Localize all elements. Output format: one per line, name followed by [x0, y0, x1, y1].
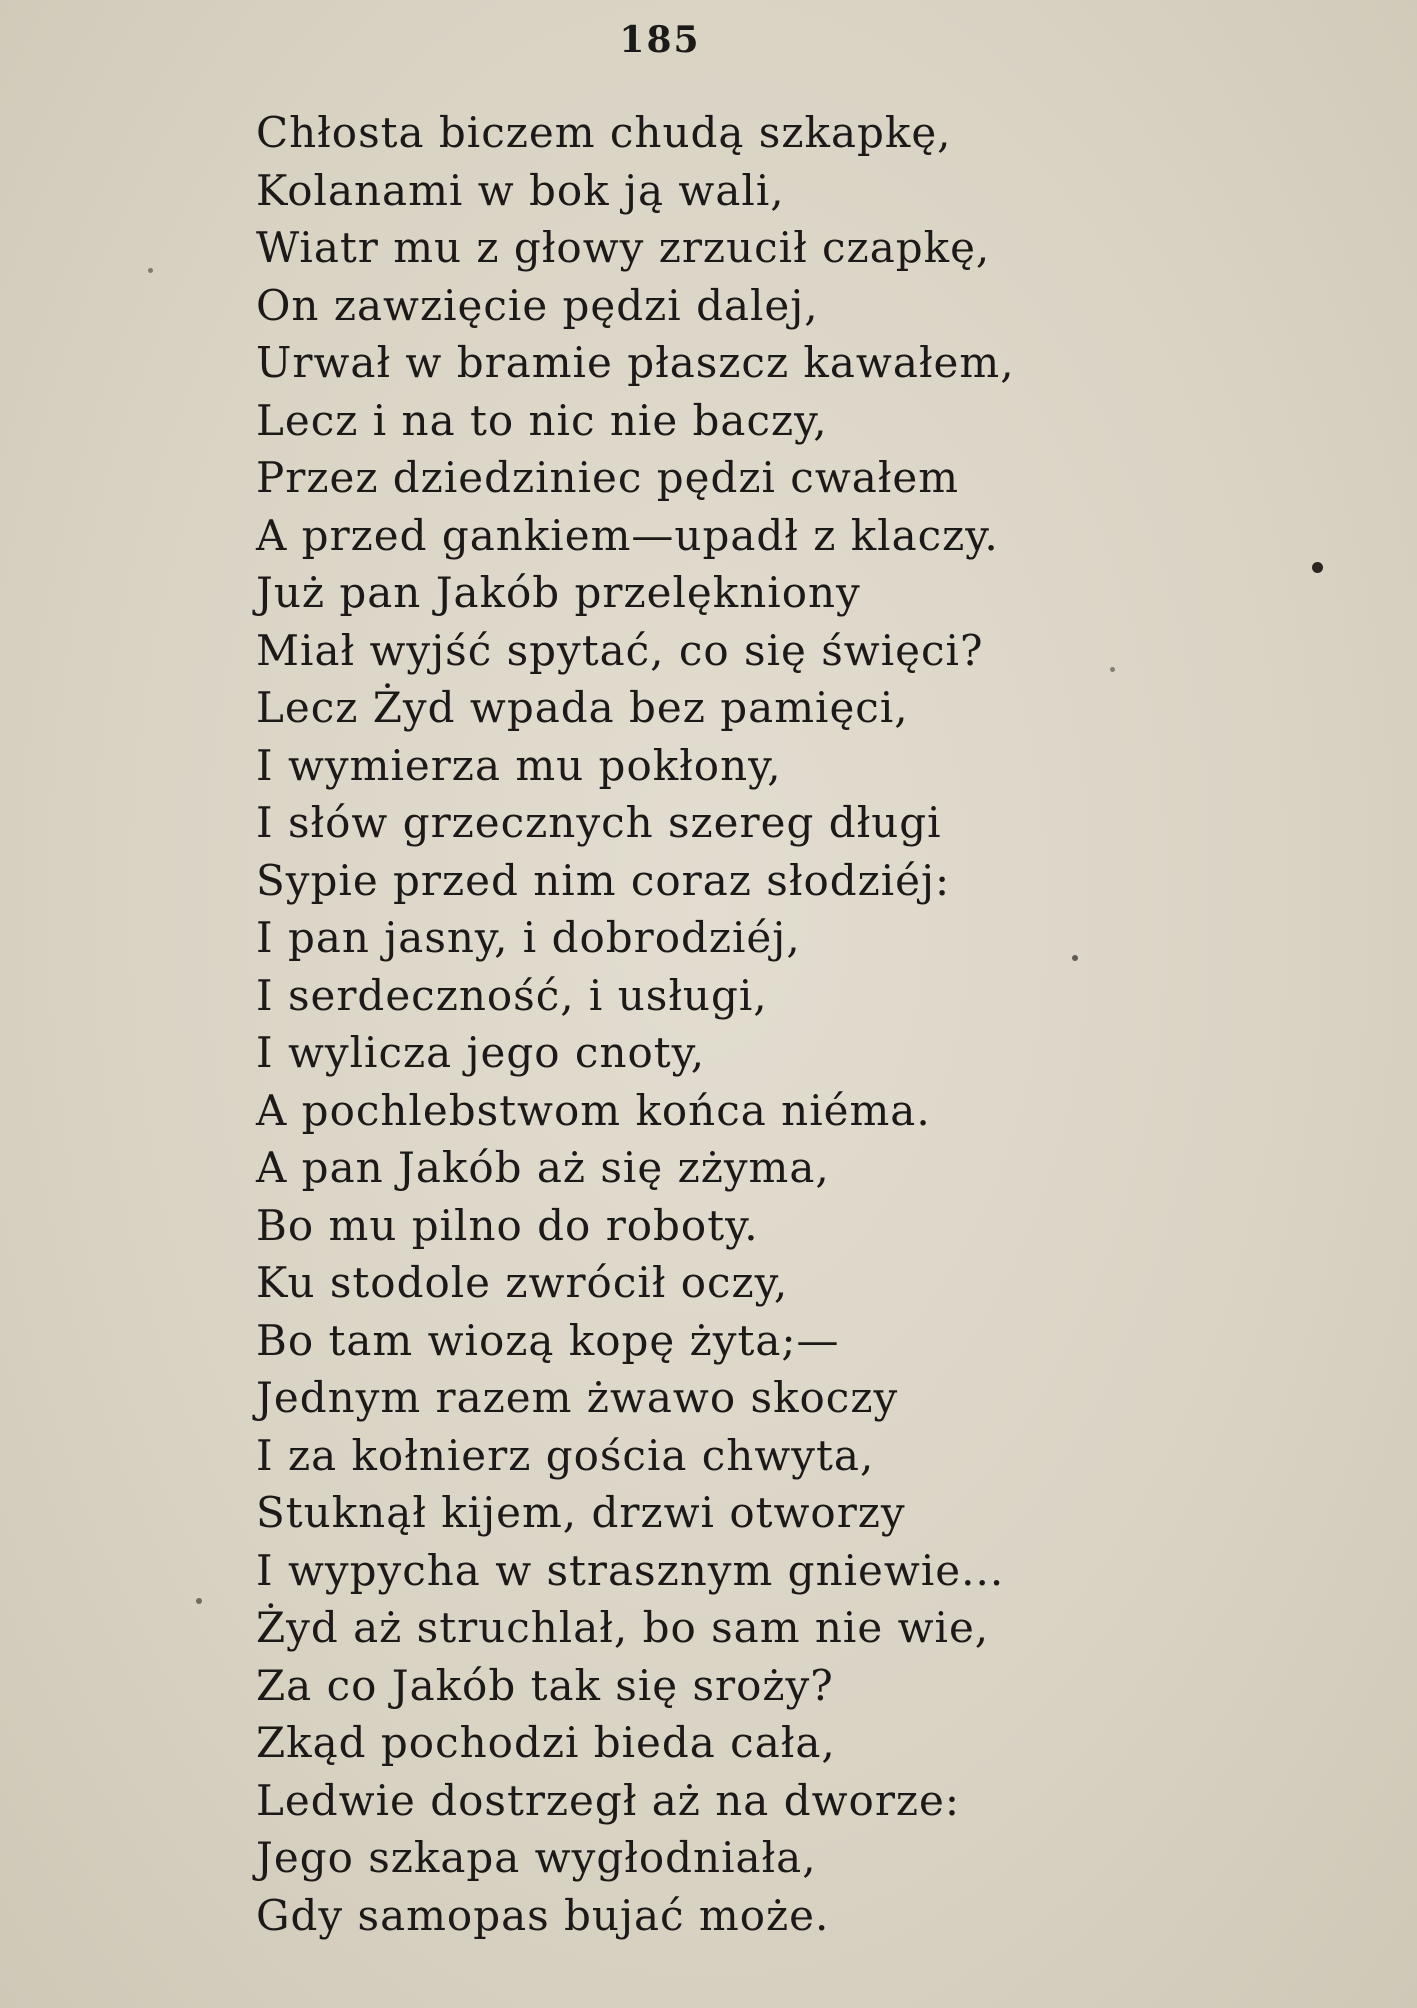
poem-line: Zkąd pochodzi bieda cała, [256, 1718, 836, 1767]
poem-line: A pan Jakób aż się zżyma, [256, 1143, 830, 1192]
poem-line: Lecz Żyd wpada bez pamięci, [256, 683, 909, 732]
poem-line: I słów grzecznych szereg długi [256, 798, 942, 847]
poem-line: Już pan Jakób przelękniony [256, 568, 861, 617]
poem-line: I pan jasny, i dobrodziéj, [256, 913, 801, 962]
poem-line: Chłosta biczem chudą szkapkę, [256, 108, 952, 157]
poem-line: Ledwie dostrzegł aż na dworze: [256, 1775, 961, 1825]
poem-line: Za co Jakób tak się sroży? [256, 1660, 834, 1710]
poem-line: I wymierza mu pokłony, [256, 740, 782, 790]
poem-line: On zawzięcie pędzi dalej, [256, 280, 819, 330]
poem-line: Miał wyjść spytać, co się święci? [256, 625, 984, 675]
poem-line: Kolanami w bok ją wali, [256, 165, 785, 215]
poem-line: Żyd aż struchlał, bo sam nie wie, [256, 1603, 990, 1652]
poem-line: Bo mu pilno do roboty. [256, 1200, 759, 1250]
poem-line: Bo tam wiozą kopę żyta;— [256, 1315, 840, 1365]
poem-line: A pochlebstwom końca niéma. [256, 1085, 931, 1135]
poem-line: Sypie przed nim coraz słodziéj: [256, 855, 951, 905]
poem-text [256, 104, 1156, 1944]
poem-line: Urwał w bramie płaszcz kawałem, [256, 338, 1015, 387]
poem-line: Lecz i na to nic nie baczy, [256, 395, 828, 445]
paper-speck [1110, 667, 1115, 672]
poem-line: Jednym razem żwawo skoczy [256, 1373, 899, 1422]
page-number: 185 [619, 19, 701, 61]
poem-line: I za kołnierz gościa chwyta, [256, 1430, 875, 1480]
poem-line: I wylicza jego cnoty, [256, 1028, 706, 1077]
poem-line: I wypycha w strasznym gniewie... [256, 1545, 1005, 1595]
paper-speck [196, 1598, 202, 1604]
poem-line: I serdeczność, i usługi, [256, 970, 768, 1020]
poem-line: Ku stodole zwrócił oczy, [256, 1258, 789, 1307]
poem-line: A przed gankiem—upadł z klaczy. [256, 510, 999, 560]
poem-line: Przez dziedziniec pędzi cwałem [256, 453, 960, 502]
paper-speck [148, 268, 153, 273]
poem-line: Gdy samopas bujać może. [256, 1890, 830, 1940]
paper-speck [1072, 955, 1078, 961]
poem-line: Jego szkapa wygłodniała, [256, 1833, 817, 1882]
paper-speck [1312, 562, 1323, 573]
poem-line: Stuknął kijem, drzwi otworzy [256, 1488, 906, 1537]
poem-line: Wiatr mu z głowy zrzucił czapkę, [256, 223, 991, 272]
